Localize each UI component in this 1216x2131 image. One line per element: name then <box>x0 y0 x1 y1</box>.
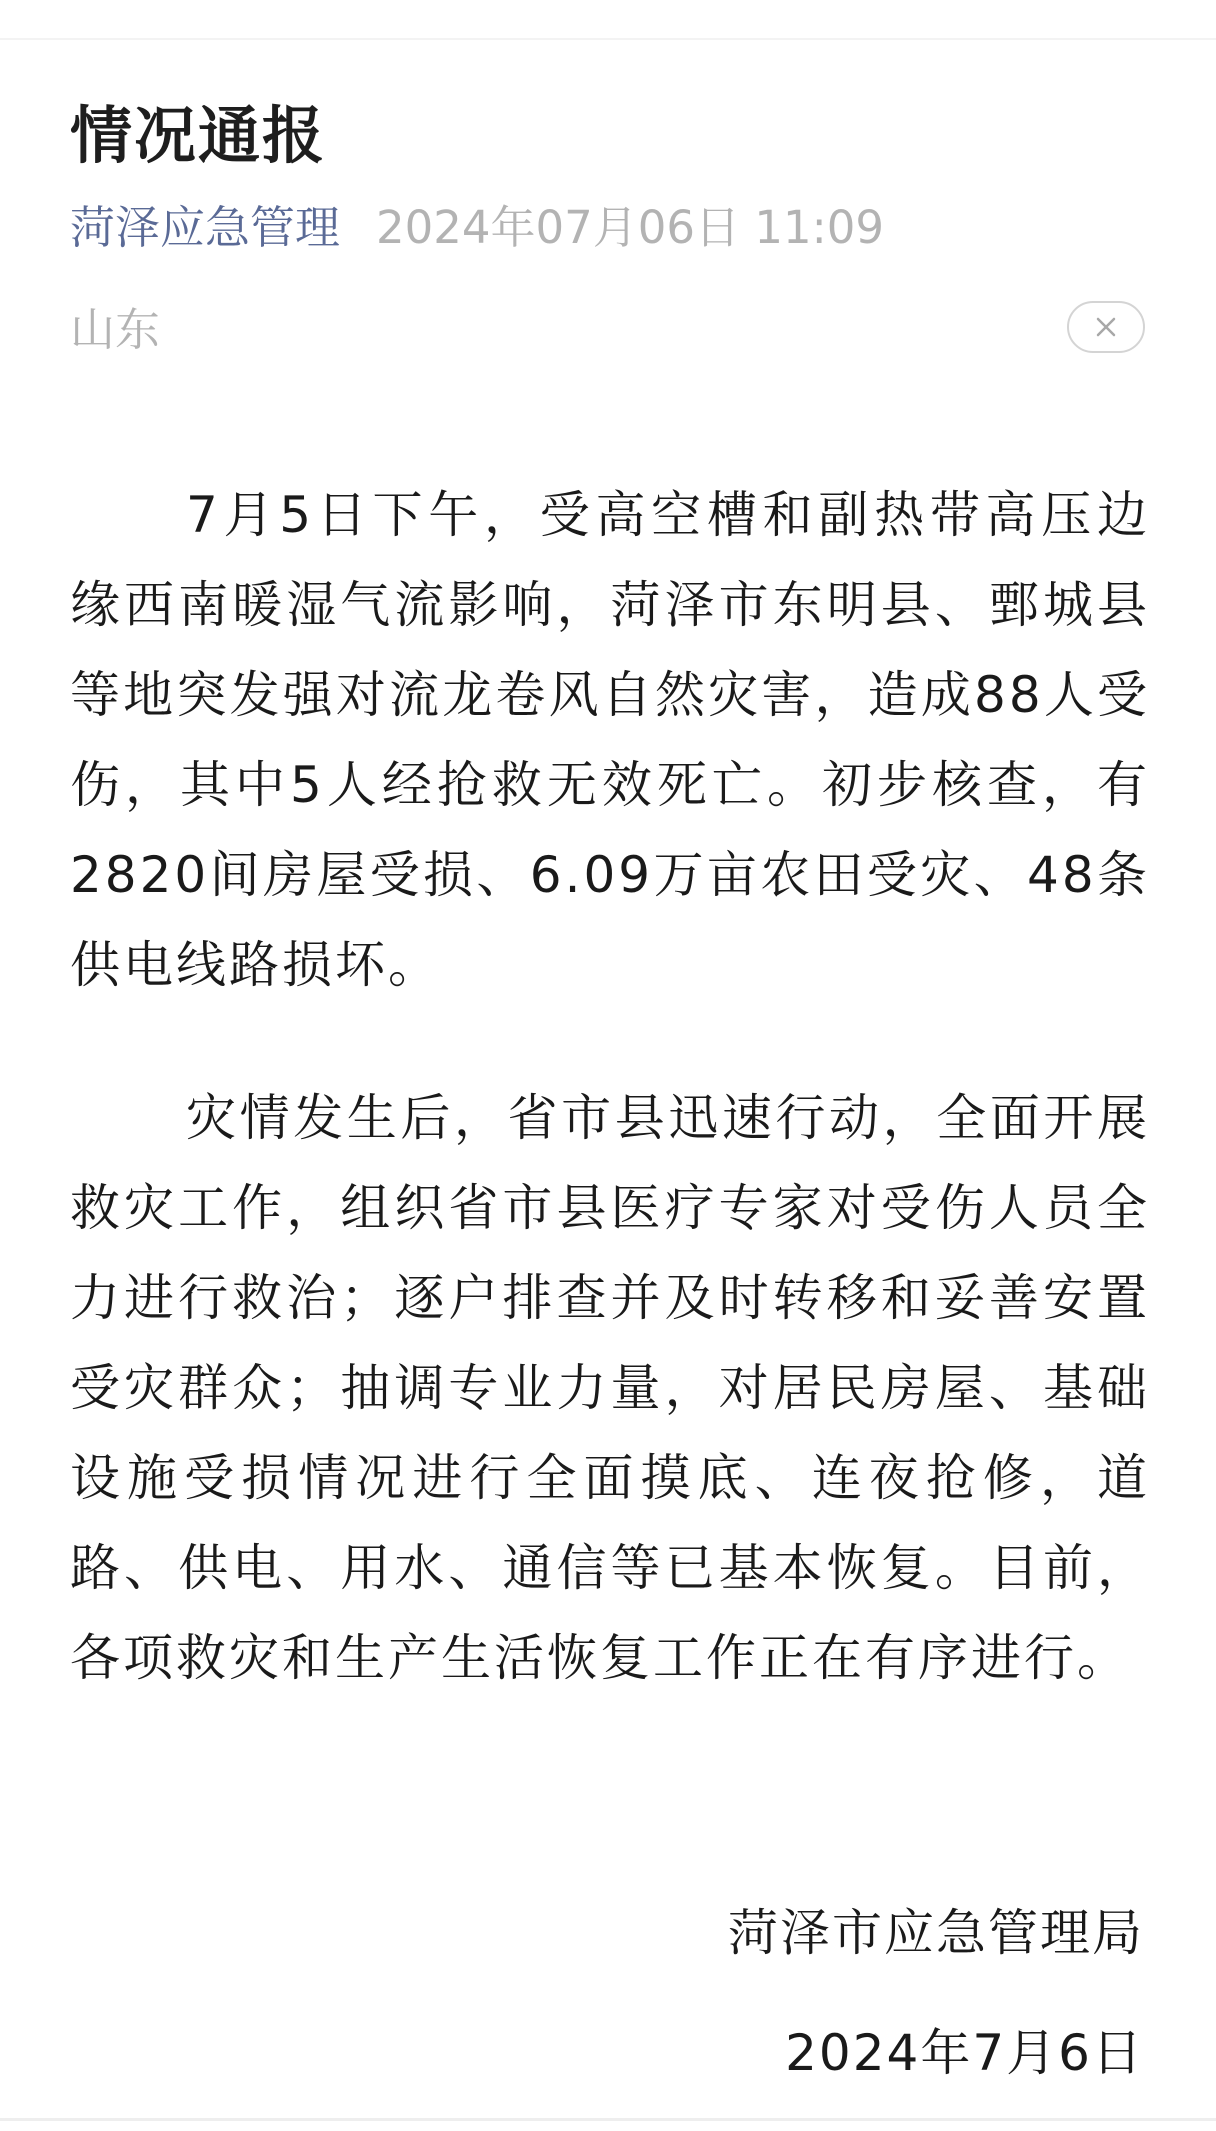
bottom-divider <box>0 2118 1216 2121</box>
top-divider <box>0 38 1216 40</box>
location-label: 山东 <box>70 303 161 356</box>
page-title: 情况通报 <box>70 98 327 172</box>
close-icon <box>1094 315 1118 339</box>
account-name-link[interactable]: 菏泽应急管理 <box>70 201 341 254</box>
body-paragraph: 灾情发生后，省市县迅速行动，全面开展救灾工作，组织省市县医疗专家对受伤人员全力进行救治；逐户排查并及时转移和妥善安置受灾群众；抽调专业力量，对居民房屋、基础设施受损情况进行全面摸底、连夜抢修，道路、供电、用水、通信等已基本恢复。目前，各项救灾和生产生活恢复工作正在有序进行。 <box>70 1089 1150 1687</box>
publish-time: 2024年07月06日 11:09 <box>376 201 885 254</box>
close-button[interactable] <box>1067 301 1145 353</box>
signature-organization: 菏泽市应急管理局 <box>728 1904 1144 1962</box>
signature-date: 2024年7月6日 <box>785 2024 1144 2082</box>
body-paragraph: 7月5日下午，受高空槽和副热带高压边缘西南暖湿气流影响，菏泽市东明县、鄄城县等地突发强对流龙卷风自然灾害，造成88人受伤，其中5人经抢救无效死亡。初步核查，有2820间房屋受损、6.09万亩农田受灾、48条供电线路损坏。 <box>70 486 1150 994</box>
article-meta <box>70 196 884 260</box>
